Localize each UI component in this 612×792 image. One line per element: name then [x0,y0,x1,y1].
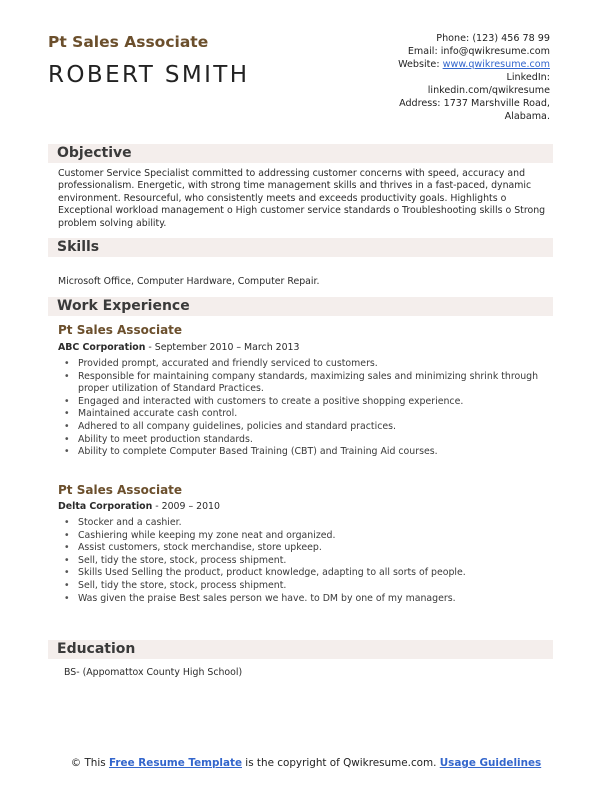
list-item: • Responsible for maintaining company standards, maximizing sales and minimizing shrink through proper utilization of Standard Practices. [64,371,544,396]
usage-guidelines-link[interactable]: Usage Guidelines [439,757,542,769]
contact-website: Website: www.qwikresume.com [398,59,550,70]
list-item: • Assist customers, stock merchandise, store upkeep. [64,542,544,555]
list-item: • Sell, tidy the store, stock, process shipment. [64,580,544,593]
section-title: Work Experience [57,298,190,314]
contact-address-line2: Alabama. [504,111,550,122]
skills-text: Microsoft Office, Computer Hardware, Computer Repair. [58,276,320,287]
job-bullets [64,358,544,459]
list-item: • Sell, tidy the store, stock, process shipment. [64,555,544,568]
job-title: Pt Sales Associate [58,323,183,337]
list-item: • Skills Used Selling the product, product knowledge, adapting to all sorts of people. [64,567,544,580]
footer-prefix: © This [70,757,109,769]
contact-linkedin: linkedin.com/qwikresume [427,85,550,96]
list-item: • Ability to meet production standards. [64,434,544,447]
list-item: • Stocker and a cashier. [64,517,544,530]
objective-text: Customer Service Specialist committed to addressing customer concerns with speed, accuracy and professionalism. Energetic, with strong time management skills and thrives in a fast-paced, dynamic environment. Resourceful, who consistently meets and exceeds productivity goals. Highlights o Exceptional workload management o High customer service standards o Troubleshooting skills o Strong problem solving ability. [58,168,546,229]
contact-linkedin-label: LinkedIn: [506,72,550,83]
contact-email: Email: info@qwikresume.com [407,46,550,57]
contact-phone: Phone: (123) 456 78 99 [436,33,550,44]
list-item: • Provided prompt, accurated and friendly serviced to customers. [64,358,544,371]
free-resume-template-link[interactable]: Free Resume Template [109,757,242,769]
job-title: Pt Sales Associate [58,483,183,497]
job-company: Delta Corporation - 2009 – 2010 [58,501,220,512]
education-text: BS- (Appomattox County High School) [64,667,243,678]
job-bullets [64,517,544,605]
list-item: • Cashiering while keeping my zone neat and organized. [64,530,544,543]
list-item: • Adhered to all company guidelines, policies and standard practices. [64,421,544,434]
list-item: • Engaged and interacted with customers to create a positive shopping experience. [64,396,544,409]
resume-job-title: Pt Sales Associate [48,33,209,51]
footer [0,757,612,771]
section-title: Education [57,641,136,657]
section-education [48,640,553,659]
list-item: • Was given the praise Best sales person we have. to DM by one of my managers. [64,593,544,606]
contact-address: Address: 1737 Marshville Road, [399,98,550,109]
section-skills [48,238,553,257]
website-link[interactable]: www.qwikresume.com [442,59,550,70]
section-title: Objective [57,145,132,161]
list-item: • Maintained accurate cash control. [64,408,544,421]
list-item: • Ability to complete Computer Based Training (CBT) and Training Aid courses. [64,446,544,459]
section-objective [48,144,553,163]
job-company: ABC Corporation - September 2010 – March 2013 [58,342,300,353]
resume-name: ROBERT SMITH [48,62,250,88]
footer-middle: is the copyright of Qwikresume.com. [242,757,440,769]
section-title: Skills [57,239,100,255]
section-work-experience [48,297,553,316]
contact-block [300,32,550,123]
